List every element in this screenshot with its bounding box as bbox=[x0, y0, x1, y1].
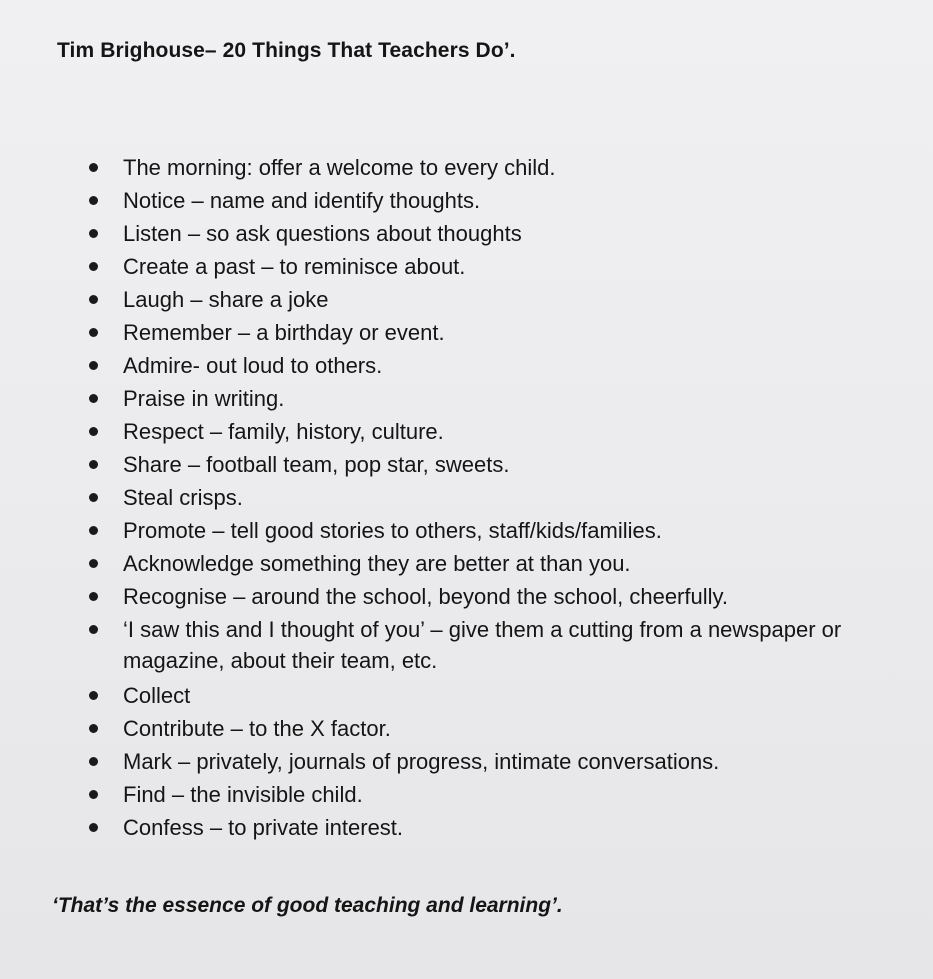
list-item-text: ‘I saw this and I thought of you’ – give them a cutting from a newspaper or magazine, about their team, etc. bbox=[123, 617, 842, 673]
bullet-icon bbox=[89, 460, 98, 469]
list-item bbox=[89, 350, 909, 383]
bullet-icon bbox=[89, 328, 98, 337]
list-item bbox=[89, 779, 909, 812]
list-item-text: Create a past – to reminisce about. bbox=[123, 254, 466, 279]
list-item bbox=[89, 614, 909, 680]
bullet-icon bbox=[89, 394, 98, 403]
list-item bbox=[89, 680, 909, 713]
list-item bbox=[89, 251, 909, 284]
list-item bbox=[89, 482, 909, 515]
list-item-text: Admire- out loud to others. bbox=[123, 353, 383, 378]
list-item bbox=[89, 152, 909, 185]
bullet-icon bbox=[89, 262, 98, 271]
bullet-icon bbox=[89, 196, 98, 205]
bullet-icon bbox=[89, 790, 98, 799]
list-item-text: Listen – so ask questions about thoughts bbox=[123, 221, 522, 246]
bullet-icon bbox=[89, 526, 98, 535]
list-item-text: Notice – name and identify thoughts. bbox=[123, 188, 481, 213]
list-item bbox=[89, 185, 909, 218]
list-item-text: Find – the invisible child. bbox=[123, 782, 363, 807]
list-item bbox=[89, 746, 909, 779]
bullet-icon bbox=[89, 691, 98, 700]
list-item-text: Steal crisps. bbox=[123, 485, 243, 510]
list-item bbox=[89, 548, 909, 581]
bullet-icon bbox=[89, 361, 98, 370]
list-item-text: Remember – a birthday or event. bbox=[123, 320, 445, 345]
bullet-icon bbox=[89, 592, 98, 601]
bullet-icon bbox=[89, 724, 98, 733]
document-title: Tim Brighouse– 20 Things That Teachers Do’. bbox=[57, 39, 516, 62]
list-item-text: Confess – to private interest. bbox=[123, 815, 404, 840]
bullet-icon bbox=[89, 427, 98, 436]
list-item-text: Mark – privately, journals of progress, intimate conversations. bbox=[123, 749, 720, 774]
list-item bbox=[89, 218, 909, 251]
list-item-text: Contribute – to the X factor. bbox=[123, 716, 391, 741]
list-item bbox=[89, 812, 909, 845]
list-item bbox=[89, 449, 909, 482]
bullet-icon bbox=[89, 559, 98, 568]
list-item-text: Acknowledge something they are better at than you. bbox=[123, 551, 631, 576]
bullet-icon bbox=[89, 823, 98, 832]
list-item bbox=[89, 515, 909, 548]
list-item bbox=[89, 581, 909, 614]
list-item bbox=[89, 383, 909, 416]
list-item-text: Recognise – around the school, beyond the school, cheerfully. bbox=[123, 584, 728, 609]
list-item-text: Laugh – share a joke bbox=[123, 287, 329, 312]
list-item-text: Share – football team, pop star, sweets. bbox=[123, 452, 510, 477]
list-item bbox=[89, 317, 909, 350]
list-item bbox=[89, 713, 909, 746]
bullet-icon bbox=[89, 229, 98, 238]
list-item bbox=[89, 284, 909, 317]
list-item-text: Respect – family, history, culture. bbox=[123, 419, 444, 444]
bullet-icon bbox=[89, 493, 98, 502]
closing-quote: ‘That’s the essence of good teaching and learning’. bbox=[52, 894, 563, 917]
bullet-icon bbox=[89, 757, 98, 766]
list-item-text: Collect bbox=[123, 683, 191, 708]
list-item-text: The morning: offer a welcome to every child. bbox=[123, 155, 556, 180]
bullet-icon bbox=[89, 625, 98, 634]
list-item-text: Praise in writing. bbox=[123, 386, 285, 411]
bullet-list bbox=[89, 152, 909, 845]
list-item bbox=[89, 416, 909, 449]
bullet-icon bbox=[89, 295, 98, 304]
bullet-icon bbox=[89, 163, 98, 172]
list-item-text: Promote – tell good stories to others, staff/kids/families. bbox=[123, 518, 662, 543]
